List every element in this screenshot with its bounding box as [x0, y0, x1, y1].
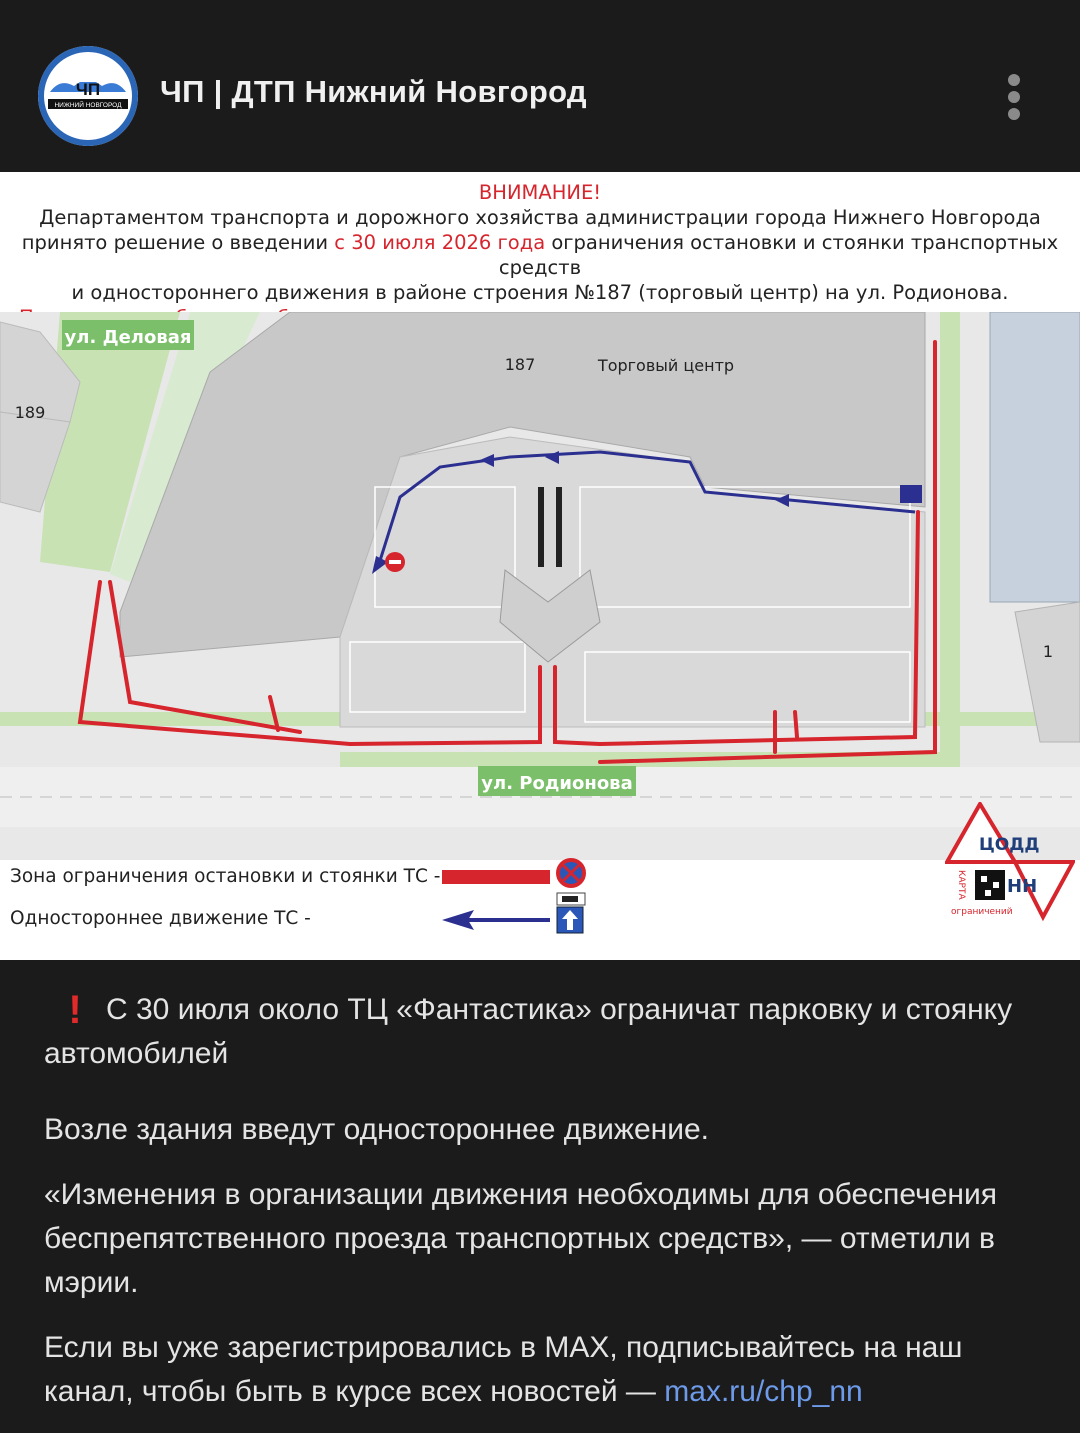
svg-text:ЦОДД: ЦОДД [979, 835, 1040, 855]
post-paragraph-4: Если вы уже зарегистрировались в MAX, подписывайтесь на наш канал, чтобы быть в курсе всех новостей — max.ru/chp_nn [44, 1331, 963, 1408]
channel-link[interactable]: max.ru/chp_nn [664, 1375, 863, 1408]
notice-text [0, 180, 1080, 330]
notice-line-3: и одностороннего движения в районе строения №187 (торговый центр) на ул. Родионова. [71, 281, 1009, 304]
tow-truck-icon [556, 892, 586, 906]
building-1-label: 1 [1042, 642, 1054, 661]
one-way-road-sign-icon [556, 906, 584, 934]
parking-map [0, 312, 1080, 860]
post-body [0, 960, 1080, 1433]
channel-avatar[interactable] [38, 46, 138, 146]
svg-text:НИЖНИЙ НОВГОРОД: НИЖНИЙ НОВГОРОД [54, 102, 122, 109]
svg-text:ограничений: ограничений [951, 907, 1013, 917]
street-label-delovaya: ул. Деловая [64, 327, 192, 348]
one-way-sign-icon [900, 485, 922, 503]
svg-text:КАРТА: КАРТА [956, 870, 966, 900]
svg-text:ЧП: ЧП [75, 80, 101, 99]
no-stopping-sign-icon [556, 858, 586, 888]
map-legend [0, 835, 1080, 960]
exclamation-icon: ! [68, 988, 82, 1032]
legend-red-line [442, 870, 550, 884]
building-189-label: 189 [14, 403, 46, 422]
notice-date: с 30 июля 2026 года [334, 231, 546, 254]
channel-logo-icon [38, 46, 138, 146]
channel-name[interactable]: ЧП | ДТП Нижний Новгород [160, 74, 587, 109]
svg-text:НН: НН [1007, 876, 1038, 897]
post-paragraph-3: «Изменения в организации движения необходимы для обеспечения беспрепятственного проезда транспортных средств», — отметили в мэрии. [44, 1178, 997, 1299]
street-label-rodionova: ул. Родионова [481, 773, 633, 794]
notice-line-1: Департаментом транспорта и дорожного хозяйства администрации города Нижнего Новгорода [39, 206, 1041, 229]
channel-header [0, 0, 1080, 172]
post-image[interactable] [0, 172, 1080, 960]
notice-title: ВНИМАНИЕ! [478, 181, 602, 204]
codd-logo [945, 802, 1075, 927]
more-options-icon[interactable] [996, 70, 1032, 124]
building-name-label: Торговый центр [597, 356, 735, 375]
legend-zone-label: Зона ограничения остановки и стоянки ТС - [10, 866, 441, 887]
post-paragraph-2: Возле здания введут одностороннее движение. [44, 1113, 710, 1146]
building-number-label: 187 [504, 355, 536, 374]
arrow-left-icon [442, 908, 552, 932]
legend-oneway-label: Одностороннее движение ТС - [10, 908, 311, 929]
notice-line-2: принято решение о введении с 30 июля 2026 года ограничения остановки и стоянки транспортных средств [21, 231, 1059, 279]
post-paragraph-1: ! С 30 июля около ТЦ «Фантастика» ограничат парковку и стоянку автомобилей [44, 988, 1013, 1070]
